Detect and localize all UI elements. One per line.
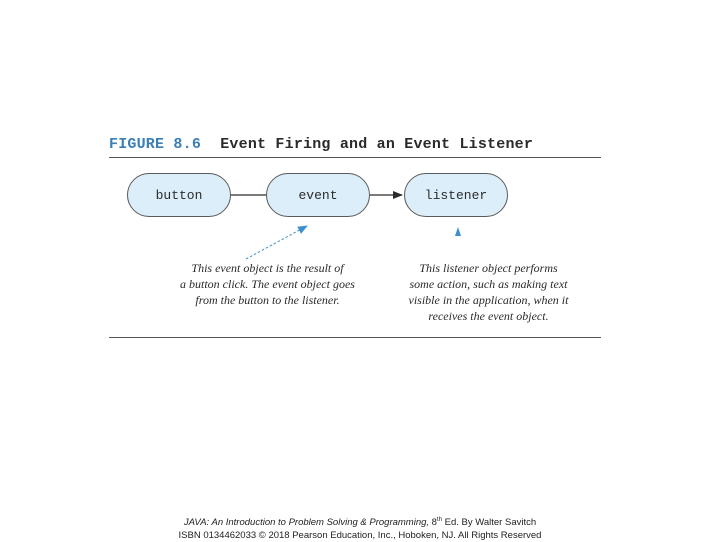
listener-annotation — [386, 260, 591, 324]
node-button: button — [127, 173, 231, 217]
node-listener: listener — [404, 173, 508, 217]
figure-number: FIGURE 8.6 — [109, 136, 202, 153]
event-annotation-line: a button click. The event object goes — [180, 277, 355, 291]
event-annotation-line: This event object is the result of — [191, 261, 344, 275]
pointer-to-event — [246, 226, 307, 259]
listener-annotation-line: visible in the application, when it — [408, 293, 569, 307]
listener-annotation-line: some action, such as making text — [409, 277, 568, 291]
event-annotation-line: from the button to the listener. — [195, 293, 340, 307]
node-event: event — [266, 173, 370, 217]
footer-edition-number: 8 — [431, 517, 437, 529]
listener-annotation-line: This listener object performs — [419, 261, 558, 275]
listener-annotation-line: receives the event object. — [428, 309, 549, 323]
pointer-to-listener — [455, 227, 461, 236]
figure-title: Event Firing and an Event Listener — [220, 136, 534, 153]
footer-copyright: ISBN 0134462033 © 2018 Pearson Education, Inc., Hoboken, NJ. All Rights Reserved — [178, 530, 542, 542]
footer — [0, 514, 720, 542]
event-annotation — [150, 260, 385, 308]
footer-edition-suffix: th — [436, 517, 442, 523]
top-divider — [109, 157, 601, 158]
figure-header — [109, 136, 533, 153]
bottom-divider — [109, 337, 601, 338]
footer-citation — [0, 514, 720, 529]
footer-edition-rest: Ed. By Walter Savitch — [444, 517, 537, 529]
footer-book-title: JAVA: An Introduction to Problem Solving & Programming, — [183, 517, 430, 529]
